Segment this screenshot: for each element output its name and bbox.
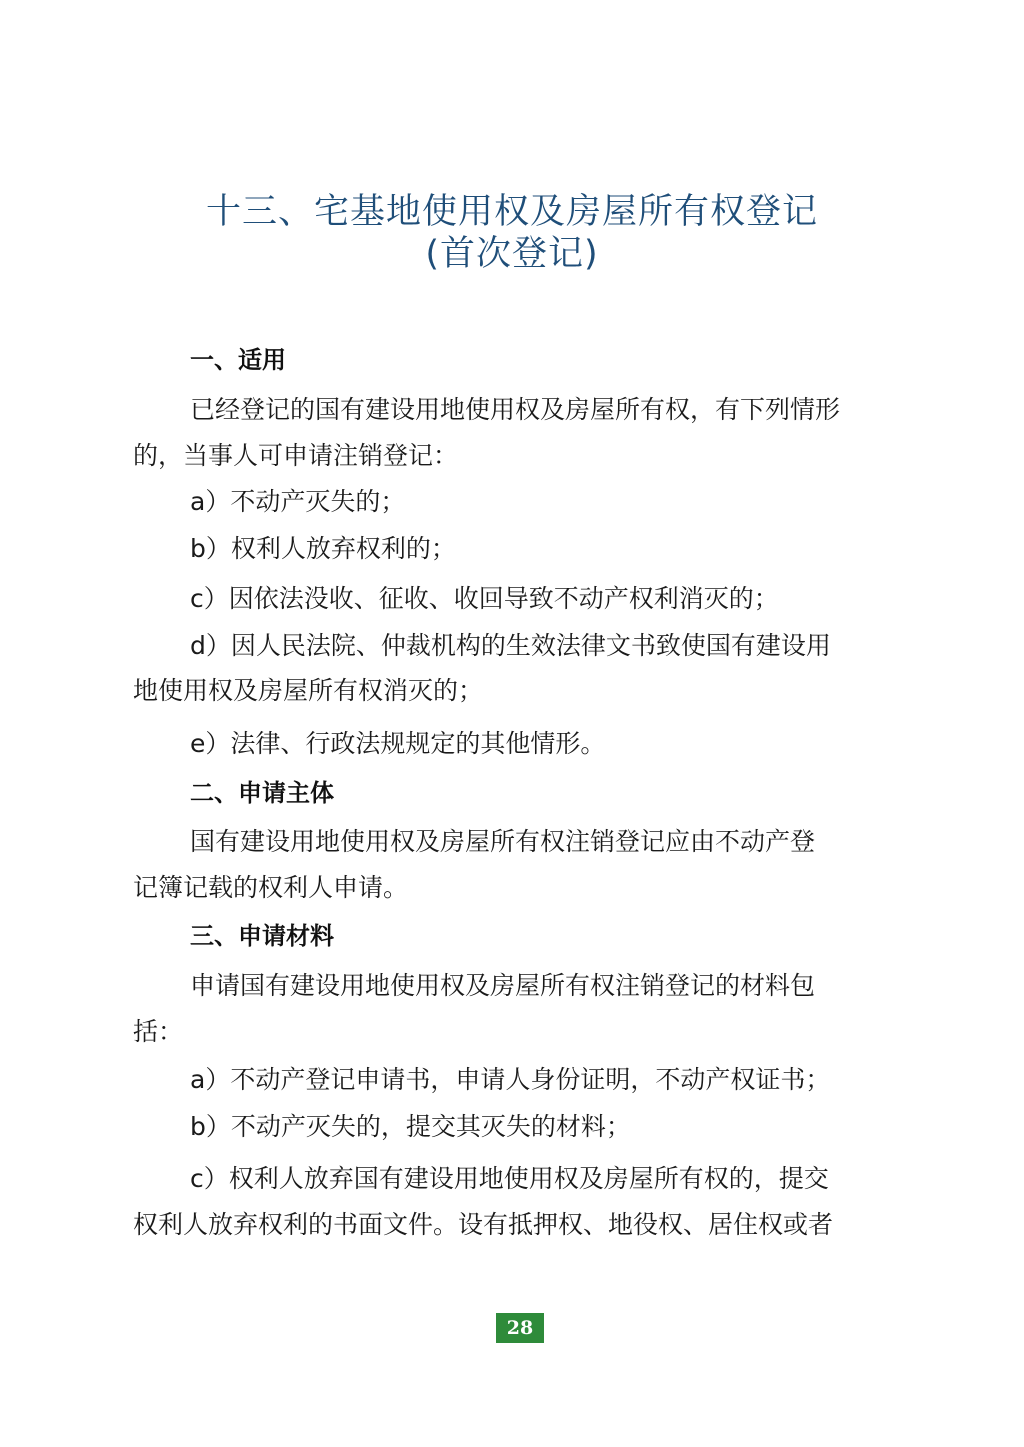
paragraph-line: 括： (133, 1017, 184, 1046)
list-item-continuation: 地使用权及房屋所有权消灭的； (133, 676, 484, 705)
page-subtitle: (首次登记) (425, 234, 599, 274)
list-item: d）因人民法院、仲裁机构的生效法律文书致使国有建设用 (190, 631, 831, 660)
list-item: b）不动产灭失的，提交其灭失的材料； (190, 1112, 631, 1141)
list-item: e）法律、行政法规规定的其他情形。 (190, 729, 606, 758)
page-title: 十三、宅基地使用权及房屋所有权登记 (205, 192, 818, 232)
paragraph-line: 已经登记的国有建设用地使用权及房屋所有权，有下列情形 (190, 395, 841, 424)
list-item: c）权利人放弃国有建设用地使用权及房屋所有权的，提交 (190, 1164, 829, 1193)
section-heading-applicability: 一、适用 (190, 346, 286, 374)
list-item: c）因依法没收、征收、收回导致不动产权利消灭的； (190, 584, 779, 613)
paragraph-line: 申请国有建设用地使用权及房屋所有权注销登记的材料包 (190, 971, 816, 1000)
list-item-continuation: 权利人放弃权利的书面文件。设有抵押权、地役权、居住权或者 (133, 1210, 834, 1239)
paragraph-line: 的，当事人可申请注销登记： (133, 441, 459, 470)
paragraph-line: 记簿记载的权利人申请。 (133, 873, 409, 902)
list-item: a）不动产登记申请书，申请人身份证明，不动产权证书； (190, 1065, 831, 1094)
paragraph-line: 国有建设用地使用权及房屋所有权注销登记应由不动产登 (190, 827, 816, 856)
list-item: b）权利人放弃权利的； (190, 534, 456, 563)
list-item: a）不动产灭失的； (190, 487, 406, 516)
section-heading-applicant: 二、申请主体 (190, 779, 334, 807)
section-heading-materials: 三、申请材料 (190, 922, 334, 950)
page-number-badge: 28 (496, 1313, 544, 1343)
